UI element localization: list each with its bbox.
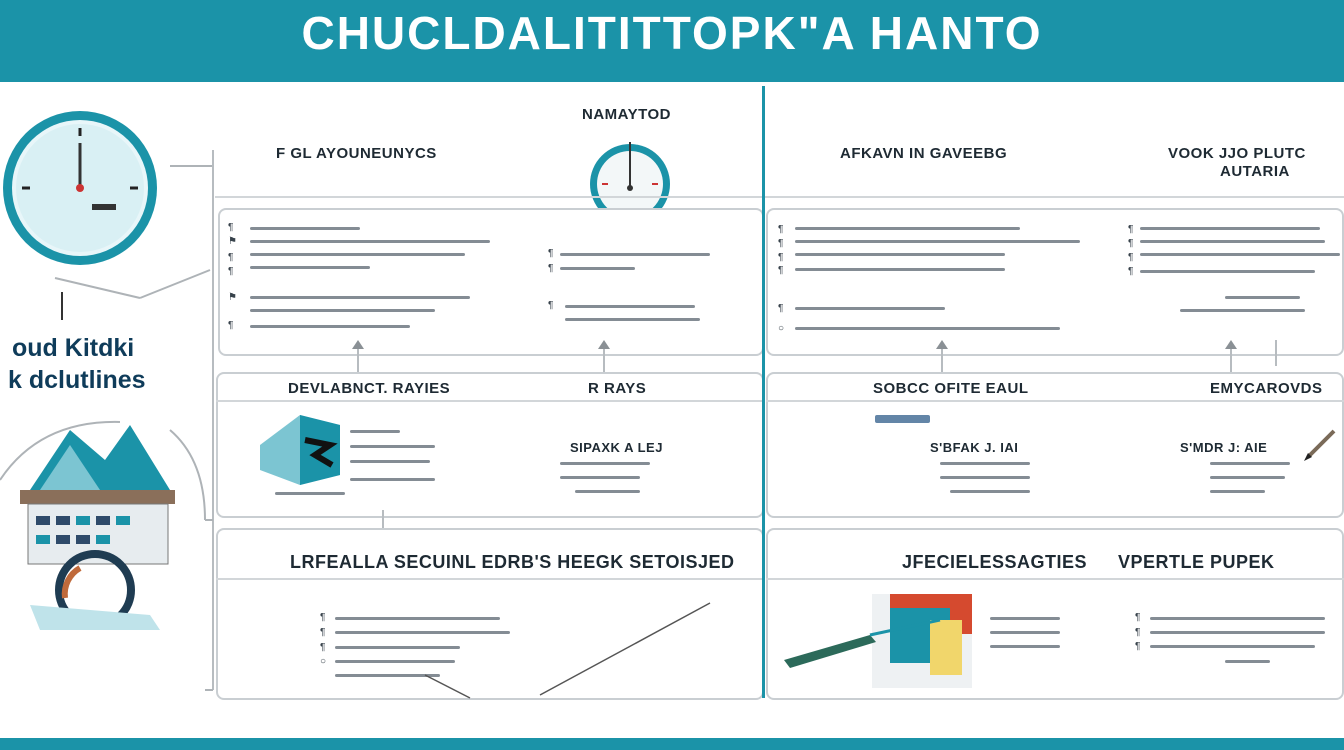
side-label-line2: k dclutlines [8, 366, 146, 394]
row2-heading-1: DEVLABNCT. RAYIES [288, 380, 451, 397]
row2-heading-3: SOBCC OFITE EAUL [873, 380, 1029, 397]
row3-heading-3: VPERTLE PUPEK [1118, 552, 1275, 572]
row2-sub-3: S'MDR J: AIE [1180, 440, 1268, 455]
row1-heading-3-line2: AUTARIA [1220, 163, 1290, 180]
chart-icon [260, 415, 350, 485]
footer-bar [0, 738, 1344, 750]
row2-sub-1: SIPAXK A LEJ [570, 440, 663, 455]
row2-sub-2: S'BFAK J. IAI [930, 440, 1019, 455]
row3-connector-lines [420, 600, 720, 700]
row1-panel-left [218, 208, 764, 356]
row2-heading-2: R RAYS [588, 380, 647, 397]
row2-heading-4: EMYCAROVDS [1210, 380, 1323, 397]
center-divider [762, 86, 765, 698]
row1-heading-1: F GL AYOUNEUNYCS [276, 145, 437, 162]
row3-heading-2: JFECIELESSAGTIES [902, 552, 1088, 572]
row1-heading-2: AFKAVN IN GAVEEBG [840, 145, 1008, 162]
side-label-line1: oud Kitdki [12, 334, 135, 362]
house-icon [10, 420, 180, 640]
row1-divider-right [765, 196, 1344, 198]
gauge-icon [780, 590, 985, 692]
pen-icon [1300, 425, 1340, 465]
row1-divider-left [215, 196, 762, 198]
row1-heading-3-line1: VOOK JJO PLUTC [1168, 145, 1306, 162]
row1-panel-right [766, 208, 1344, 356]
page-title: CHUCLDALITITTOPK"A HANTO [301, 7, 1043, 59]
top-center-title: NAMAYTOD [582, 106, 672, 123]
row3-heading-1: LRFEALLA SECUINL EDRB'S HEEGK SETOISJED [290, 552, 735, 572]
